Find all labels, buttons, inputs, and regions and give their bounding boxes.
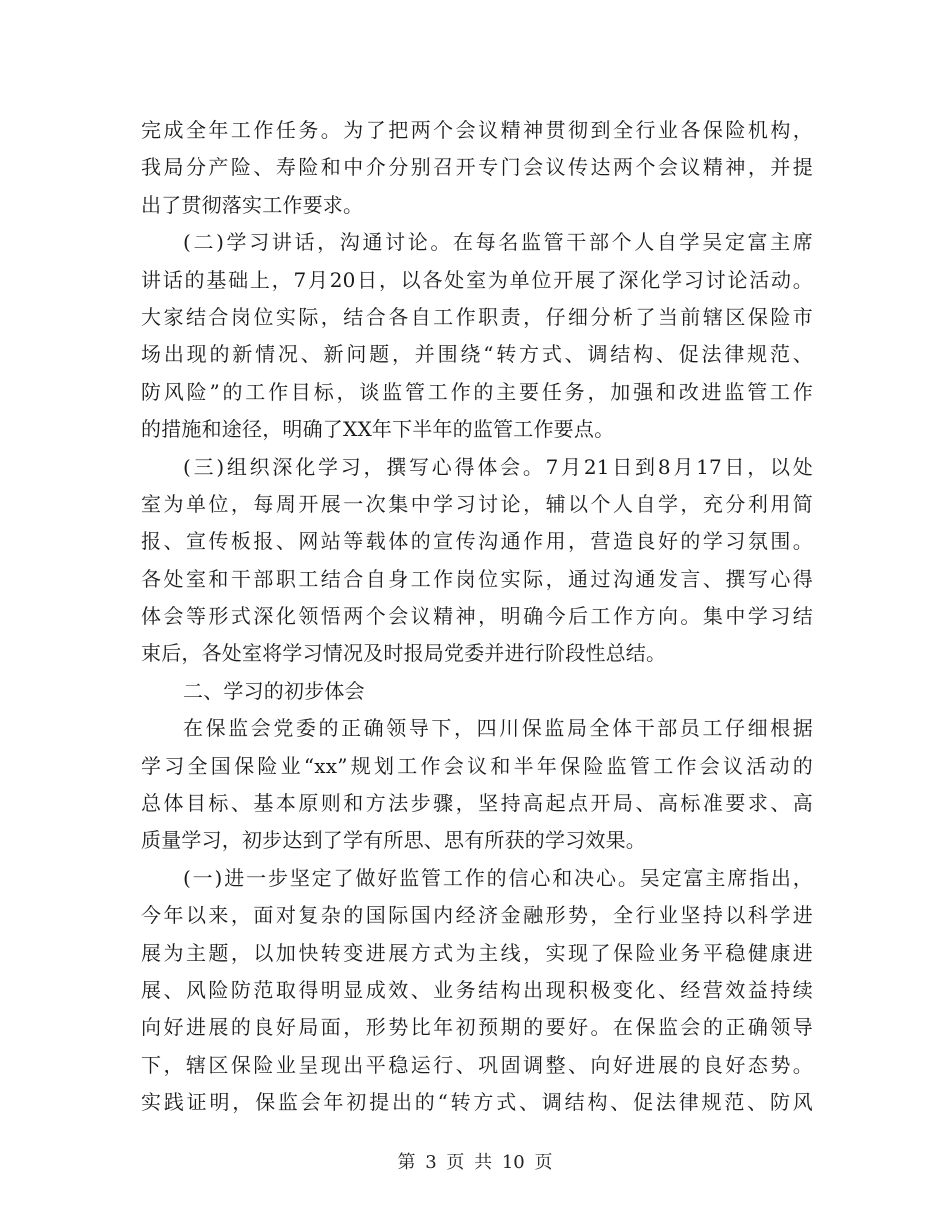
text-line: 质量学习，初步达到了学有所思、思有所获的学习效果。 [141, 828, 646, 853]
text-line: 完成全年工作任务。为了把两个会议精神贯彻到全行业各保险机构， [141, 118, 813, 142]
text-line: 展、风险防范取得明显成效、业务结构出现积极变化、经营效益持续 [141, 977, 813, 1002]
text-line: 学习全国保险业“xx”规划工作会议和半年保险监管工作会议活动的 [141, 753, 813, 778]
text-line: 的措施和途径，明确了XX年下半年的监管工作要点。 [141, 417, 615, 442]
text-line: 各处室和干部职工结合自身工作岗位实际，通过沟通发言、撰写心得 [141, 566, 813, 591]
document-body [141, 112, 813, 1122]
text-line: 总体目标、基本原则和方法步骤，坚持高起点开局、高标准要求、高 [141, 791, 813, 816]
text-line: 我局分产险、寿险和中介分别召开专门会议传达两个会议精神，并提 [141, 155, 813, 180]
text-line: 在保监会党委的正确领导下，四川保监局全体干部员工仔细根据 [183, 716, 813, 741]
page-number-footer: 第 3 页 共 10 页 [397, 1152, 553, 1173]
text-line: 讲话的基础上，7月20日，以各处室为单位开展了深化学习讨论活动。 [141, 267, 813, 292]
text-line: 大家结合岗位实际，结合各自工作职责，仔细分析了当前辖区保险市 [141, 304, 813, 329]
text-line: 向好进展的良好局面，形势比年初预期的要好。在保监会的正确领导 [141, 1015, 813, 1040]
text-line: 今年以来，面对复杂的国际国内经济金融形势，全行业坚持以科学进 [141, 903, 813, 928]
text-line: 室为单位，每周开展一次集中学习讨论，辅以个人自学，充分利用简 [141, 491, 813, 516]
text-line: (一)进一步坚定了做好监管工作的信心和决心。吴定富主席指出， [183, 865, 813, 890]
text-line: 二、学习的初步体会 [183, 678, 365, 703]
text-line: 防风险”的工作目标，谈监管工作的主要任务，加强和改进监管工作 [141, 379, 813, 404]
text-line: 场出现的新情况、新问题，并围绕“转方式、调结构、促法律规范、 [141, 342, 813, 367]
text-line: (二)学习讲话，沟通讨论。在每名监管干部个人自学吴定富主席 [183, 230, 813, 255]
text-line: 实践证明，保监会年初提出的“转方式、调结构、促法律规范、防风 [141, 1090, 813, 1115]
text-line: 体会等形式深化领悟两个会议精神，明确今后工作方向。集中学习结 [141, 604, 813, 629]
text-line: 下，辖区保险业呈现出平稳运行、巩固调整、向好进展的良好态势。 [141, 1052, 813, 1077]
text-line: 束后，各处室将学习情况及时报局党委并进行阶段性总结。 [141, 641, 667, 666]
text-line: 报、宣传板报、网站等载体的宣传沟通作用，营造良好的学习氛围。 [141, 529, 813, 554]
text-line: (三)组织深化学习，撰写心得体会。7月21日到8月17日，以处 [183, 454, 813, 479]
text-line: 出了贯彻落实工作要求。 [141, 192, 364, 217]
text-line: 展为主题，以加快转变进展方式为主线，实现了保险业务平稳健康进 [141, 940, 813, 965]
